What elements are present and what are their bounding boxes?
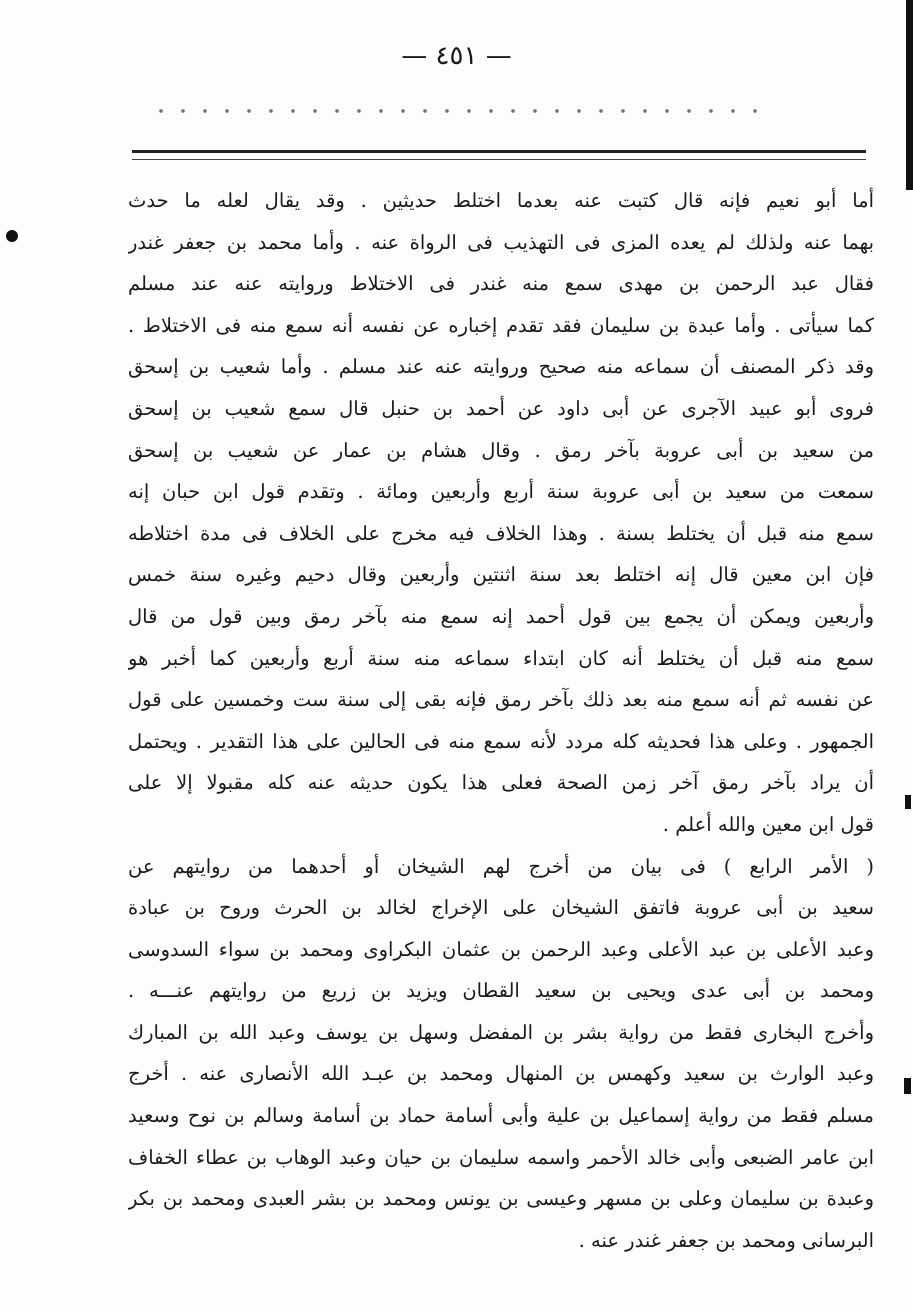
- text-line: الجمهور . وعلى هذا فحديثه كله مردد لأنه سمع منه فى الحالين على هذا التقدير . ويحتمل: [128, 729, 874, 753]
- text-line: أن يراد بآخر رمق آخر زمن الصحة فعلى هذا يكون حديثه عنه كله مقبولا إلا على: [128, 771, 874, 795]
- text-line: سعيد بن أبى عروبة فاتفق الشيخان على الإخراج لخالد بن الحرث وروح بن عبادة: [128, 896, 874, 920]
- margin-mark: [905, 795, 911, 809]
- page-edge-shadow: [906, 0, 913, 190]
- text-line: سمع منه قبل أن يختلط بسنة . وهذا الخلاف فيه مخرج على الخلاف فى مدة اختلاطه: [128, 521, 874, 545]
- text-line: وعبد الأعلى بن عبد الأعلى وعبد الرحمن بن عثمان البكراوى ومحمد بن سواء السدوسى: [128, 937, 874, 961]
- text-line: سمع منه قبل أن يختلط أنه كان ابتداء سماعه منه سنة أربع وأربعين كما أخبر هو: [128, 646, 874, 670]
- text-line: ( الأمر الرابع ) فى بيان من أخرج لهم الشيخان أو أحدهما من روايتهم عن: [128, 854, 874, 878]
- margin-mark: [904, 1078, 911, 1094]
- text-line: وأربعين ويمكن أن يجمع بين قول أحمد إنه سمع منه بآخر رمق وبين قول من قال: [128, 604, 874, 628]
- text-line: وعبد الوارث بن سعيد وكهمس بن المنهال ومحمد بن عبـد الله الأنصارى عنه . أخرج: [128, 1062, 874, 1086]
- page-body: [128, 180, 874, 1261]
- text-line: أما أبو نعيم فإنه قال كتبت عنه بعدما اختلط حديثين . وقد يقال لعله ما حدث: [128, 189, 874, 212]
- text-line: البرسانى ومحمد بن جعفر غندر عنه .: [578, 1228, 874, 1252]
- text-line: فروى أبو عبيد الآجرى عن أبى داود عن أحمد بن حنبل قال سمع شعيب بن إسحق: [128, 396, 874, 420]
- text-line: كما سيأتى . وأما عبدة بن سليمان فقد تقدم إخباره عن نفسه أنه سمع منه فى الاختلاط .: [128, 313, 874, 337]
- ink-speck: [6, 230, 18, 242]
- text-line: ابن عامر الضبعى وأبى خالد الأحمر واسمه سليمان بن حيان وعبد الوهاب بن عطاء الخفاف: [128, 1145, 874, 1169]
- text-line: سمعت من سعيد بن أبى عروبة سنة أربع وأربعين ومائة . وتقدم قول ابن حبان إنه: [128, 480, 874, 504]
- text-line: بهما عنه ولذلك لم يعده المزى فى التهذيب فى الرواة عنه . وأما محمد بن جعفر غندر: [128, 230, 874, 254]
- page-number-header: — ٤٥١ —: [401, 41, 512, 71]
- text-line: عن نفسه ثم أنه سمع منه بعد ذلك بآخر رمق فإنه بقى إلى سنة ست وخمسين على قول: [128, 688, 874, 712]
- text-line: مسلم فقط من رواية إسماعيل بن علية وأبى أسامة حماد بن أسامة وسالم بن نوح وسعيد: [128, 1104, 874, 1128]
- text-line: فإن ابن معين قال إنه اختلط بعد سنة اثنتين وأربعين وقال دحيم وغيره سنة خمس: [128, 563, 874, 587]
- text-line: من سعيد بن أبى عروبة بآخر رمق . وقال هشام بن عمار عن شعيب بن إسحق: [128, 438, 874, 462]
- header-rule-thin: [132, 159, 866, 160]
- text-line: وأخرج البخارى فقط من رواية بشر بن المفضل وسهل بن يوسف وعبد الله بن المبارك: [128, 1020, 874, 1044]
- text-line: وعبدة بن سليمان وعلى بن مسهر وعيسى بن يونس ومحمد بن بشر العبدى ومحمد بن بكر: [128, 1187, 874, 1211]
- header-rule: [132, 150, 866, 153]
- text-line: ومحمد بن أبى عدى ويحيى بن سعيد القطان ويزيد بن زريع من روايتهم عنـــه .: [128, 979, 874, 1003]
- text-line: قول ابن معين والله أعلم .: [662, 812, 874, 836]
- text-line: وقد ذكر المصنف أن سماعه منه صحيح وروايته عنه عند مسلم . وأما شعيب بن إسحق: [128, 355, 874, 379]
- text-line: فقال عبد الرحمن بن مهدى سمع منه غندر فى الاختلاط وروايته عنه عند مسلم: [128, 272, 874, 296]
- decorative-dot-row: [150, 104, 760, 118]
